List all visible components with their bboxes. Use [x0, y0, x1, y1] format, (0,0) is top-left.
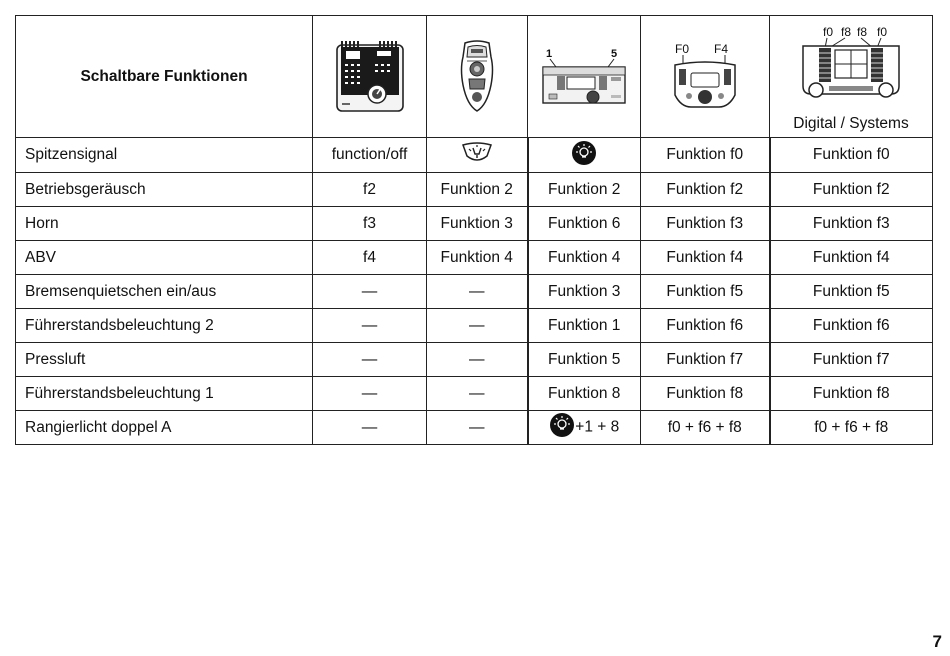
light-function-round-icon [549, 412, 575, 443]
cell-c5: Funktion f4 [770, 241, 933, 275]
table-row [16, 241, 933, 275]
cell-c4: Funktion f8 [641, 377, 770, 411]
table-row [16, 207, 933, 241]
mobile-station-icon [641, 16, 769, 137]
table-row [16, 411, 933, 445]
label-f0-right: f0 [877, 25, 888, 39]
table-row [16, 343, 933, 377]
function-name: Führerstandsbeleuchtung 1 [16, 377, 313, 411]
cell-c4: Funktion f2 [641, 173, 770, 207]
cell-c1: function/off [313, 138, 427, 173]
table-row [16, 275, 933, 309]
cell-c5: Funktion f0 [770, 138, 933, 173]
cell-c2: Funktion 2 [427, 173, 528, 207]
function-name: Pressluft [16, 343, 313, 377]
cell-c5: Funktion f6 [770, 309, 933, 343]
cell-c3 [528, 411, 641, 445]
function-name: Betriebsgeräusch [16, 173, 313, 207]
header-controller-3 [528, 16, 641, 138]
cell-c4: Funktion f3 [641, 207, 770, 241]
header-controller-4 [641, 16, 770, 138]
label-f0: F0 [675, 41, 690, 56]
cell-c2: — [427, 411, 528, 445]
cell-c5: Funktion f2 [770, 173, 933, 207]
cell-c4: Funktion f0 [641, 138, 770, 173]
cell-c3: Funktion 1 [528, 309, 641, 343]
cell-c3: Funktion 8 [528, 377, 641, 411]
table-title: Schaltbare Funktionen [16, 16, 313, 138]
cell-c2 [427, 138, 528, 173]
cell-c2: Funktion 3 [427, 207, 528, 241]
cell-c1: f4 [313, 241, 427, 275]
cell-c1: — [313, 343, 427, 377]
cell-c2: — [427, 343, 528, 377]
cell-c2: Funktion 4 [427, 241, 528, 275]
cell-c3: Funktion 3 [528, 275, 641, 309]
function-name: Spitzensignal [16, 138, 313, 173]
function-name: Horn [16, 207, 313, 241]
cell-c5: Funktion f7 [770, 343, 933, 377]
cell-c1: f2 [313, 173, 427, 207]
table-row [16, 138, 933, 173]
cell-c5: Funktion f8 [770, 377, 933, 411]
cell-c4: f0 + f6 + f8 [641, 411, 770, 445]
label-f8-left: f8 [841, 25, 852, 39]
cell-c5: Funktion f3 [770, 207, 933, 241]
table-row [16, 377, 933, 411]
label-1: 1 [546, 47, 553, 60]
cell-c1: — [313, 275, 427, 309]
digital-systems-caption: Digital / Systems [793, 115, 909, 132]
function-name: Rangierlicht doppel A [16, 411, 313, 445]
cell-c1: f3 [313, 207, 427, 241]
cell-c5: f0 + f6 + f8 [770, 411, 933, 445]
control-unit-icon [313, 16, 426, 137]
cell-c4: Funktion f6 [641, 309, 770, 343]
function-name: Führerstandsbeleuchtung 2 [16, 309, 313, 343]
table-row [16, 309, 933, 343]
handheld-controller-icon [427, 16, 527, 137]
cell-c3-text: +1 + 8 [575, 418, 620, 436]
function-name: Bremsenquietschen ein/aus [16, 275, 313, 309]
header-controller-5 [770, 16, 933, 138]
cell-c2: — [427, 275, 528, 309]
label-f8-right: f8 [857, 25, 868, 39]
cell-c4: Funktion f7 [641, 343, 770, 377]
function-name: ABV [16, 241, 313, 275]
cell-c5: Funktion f5 [770, 275, 933, 309]
cell-c2: — [427, 309, 528, 343]
light-function-round-icon [571, 140, 597, 171]
function-table [15, 15, 933, 445]
cell-c3: Funktion 5 [528, 343, 641, 377]
label-f0-left: f0 [823, 25, 834, 39]
cell-c3: Funktion 4 [528, 241, 641, 275]
table-row [16, 173, 933, 207]
cell-c1: — [313, 377, 427, 411]
cell-c4: Funktion f5 [641, 275, 770, 309]
cell-c3 [528, 138, 641, 173]
page-number: 7 [932, 632, 942, 651]
label-f4: F4 [714, 41, 729, 56]
cell-c3: Funktion 2 [528, 173, 641, 207]
table-header-row [16, 16, 933, 138]
cell-c2: — [427, 377, 528, 411]
cell-c1: — [313, 309, 427, 343]
light-function-icon [461, 142, 493, 169]
cell-c3: Funktion 6 [528, 207, 641, 241]
central-station-icon [770, 16, 932, 108]
label-5: 5 [611, 47, 618, 60]
header-controller-2 [427, 16, 528, 138]
cell-c4: Funktion f4 [641, 241, 770, 275]
cell-c1: — [313, 411, 427, 445]
control-unit-6021-icon [528, 16, 640, 137]
header-controller-1 [313, 16, 427, 138]
